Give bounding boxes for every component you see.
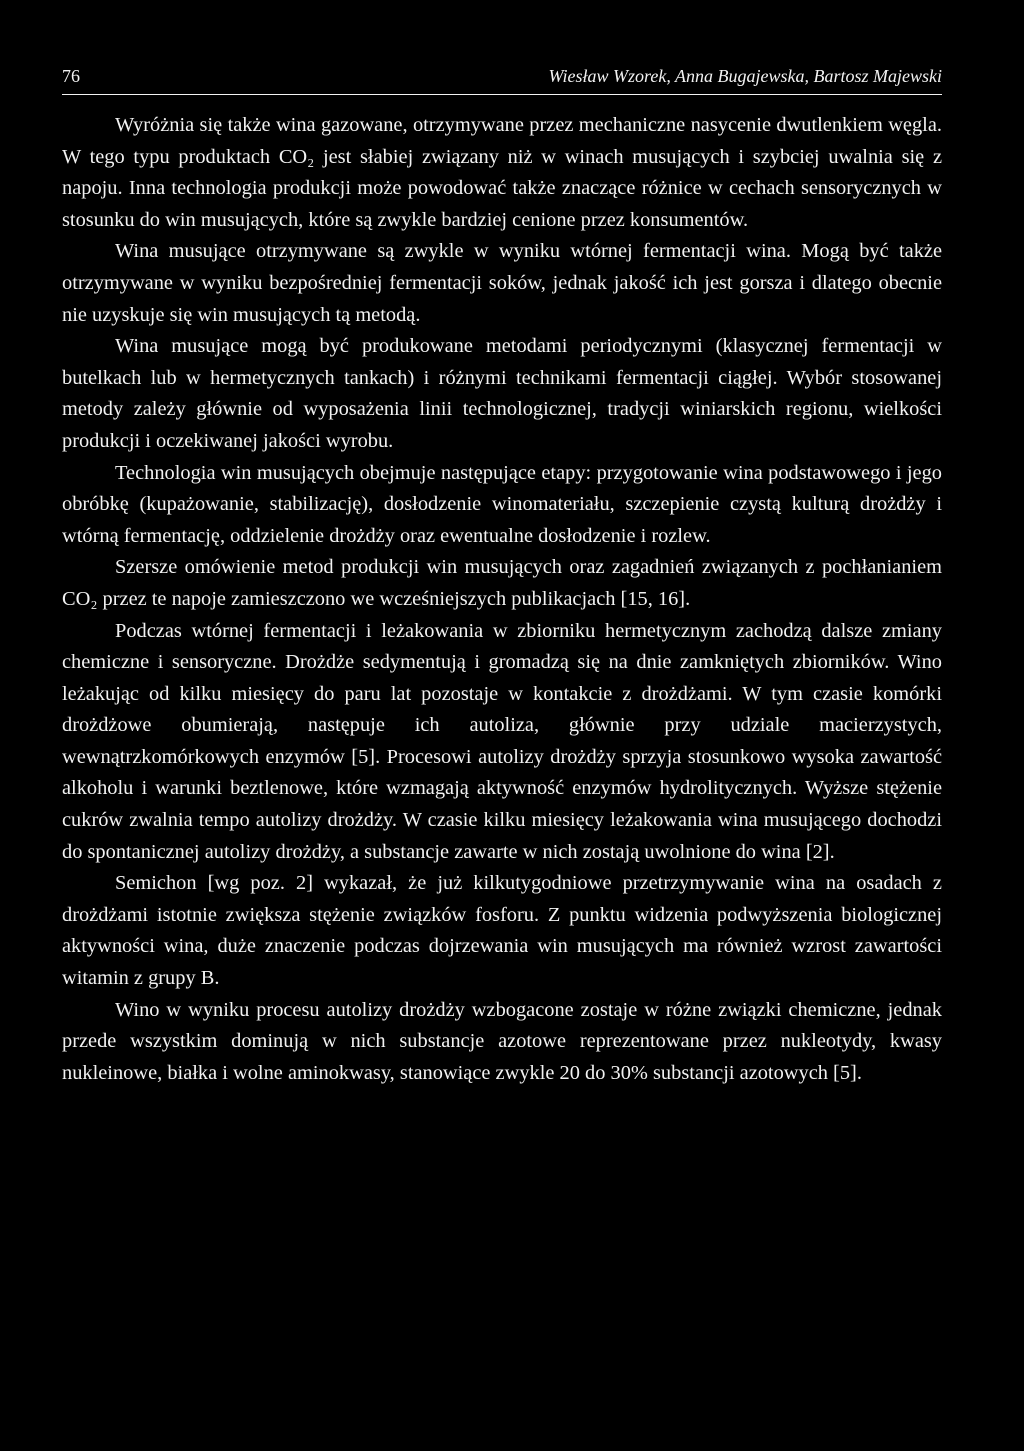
paragraph: Podczas wtórnej fermentacji i leżakowania w zbiorniku hermetycznym zachodzą dalsze zmiany chemiczne i sensoryczne. Drożdże sedymentują i gromadzą się na dnie zamkniętych zbiorników. Wino leżakując od kilku miesięcy do paru lat pozostaje w kontakcie z drożdżami. W tym czasie komórki drożdżowe obumierają, następuje ich autoliza, głównie przy udziale macierzystych, wewnątrzkomórkowych enzymów [5]. Procesowi autolizy drożdży sprzyja stosunkowo wysoka zawartość alkoholu i warunki beztlenowe, które wzmagają aktywność enzymów hydrolitycznych. Wyższe stężenie cukrów zwalnia tempo autolizy drożdży. W czasie kilku miesięcy leżakowania wina musującego dochodzi do spontanicznej autolizy drożdży, a substancje zawarte w nich zostają uwolnione do wina [2]. bbox=[62, 619, 942, 863]
running-header bbox=[62, 66, 942, 95]
body-text bbox=[62, 110, 942, 1089]
paragraph: Technologia win musujących obejmuje następujące etapy: przygotowanie wina podstawowego i jego obróbkę (kupażowanie, stabilizację), dosłodzenie winomateriału, szczepienie czystą kulturą drożdży i wtórną fermentację, oddzielenie drożdży oraz ewentualne dosłodzenie i rozlew. bbox=[62, 461, 942, 547]
paragraph: Semichon [wg poz. 2] wykazał, że już kilkutygodniowe przetrzymywanie wina na osadach z drożdżami istotnie zwiększa stężenie związków fosforu. Z punktu widzenia podwyższenia biologicznej aktywności wina, duże znaczenie podczas dojrzewania win musujących ma również wzrost zawartości witamin z grupy B. bbox=[62, 872, 942, 990]
paragraph: Wyróżnia się także wina gazowane, otrzymywane przez mechaniczne nasycenie dwutlenkiem węgla. W tego typu produktach CO₂ jest słabiej związany niż w winach musujących i szybciej uwalnia się z napoju. Inna technologia produkcji może powodować także znaczące różnice w cechach sensorycznych w stosunku do win musujących, które są zwykle bardziej cenione przez konsumentów. bbox=[62, 114, 942, 231]
paragraph: Wina musujące mogą być produkowane metodami periodycznymi (klasycznej fermentacji w butelkach lub w hermetycznych tankach) i różnymi technikami fermentacji ciągłej. Wybór stosowanej metody zależy głównie od wyposażenia linii technologicznej, tradycji winiarskich regionu, wielkości produkcji i oczekiwanej jakości wyrobu. bbox=[62, 335, 942, 452]
paragraph: Wina musujące otrzymywane są zwykle w wyniku wtórnej fermentacji wina. Mogą być także otrzymywane w wyniku bezpośredniej fermentacji soków, jednak jakość ich jest gorsza i dlatego obecnie nie uzyskuje się win musujących tą metodą. bbox=[62, 240, 942, 326]
paragraph: Wino w wyniku procesu autolizy drożdży wzbogacone zostaje w różne związki chemiczne, jednak przede wszystkim dominują w nich substancje azotowe reprezentowane przez nukleotydy, kwasy nukleinowe, białka i wolne aminokwasy, stanowiące zwykle 20 do 30% substancji azotowych [5]. bbox=[62, 998, 942, 1084]
page-number: 76 bbox=[62, 66, 80, 86]
running-head-authors: Wiesław Wzorek, Anna Bugajewska, Bartosz Majewski bbox=[548, 66, 942, 86]
paragraph: Szersze omówienie metod produkcji win musujących oraz zagadnień związanych z pochłanianiem CO₂ przez te napoje zamieszczono we wcześniejszych publikacjach [15, 16]. bbox=[62, 556, 942, 610]
